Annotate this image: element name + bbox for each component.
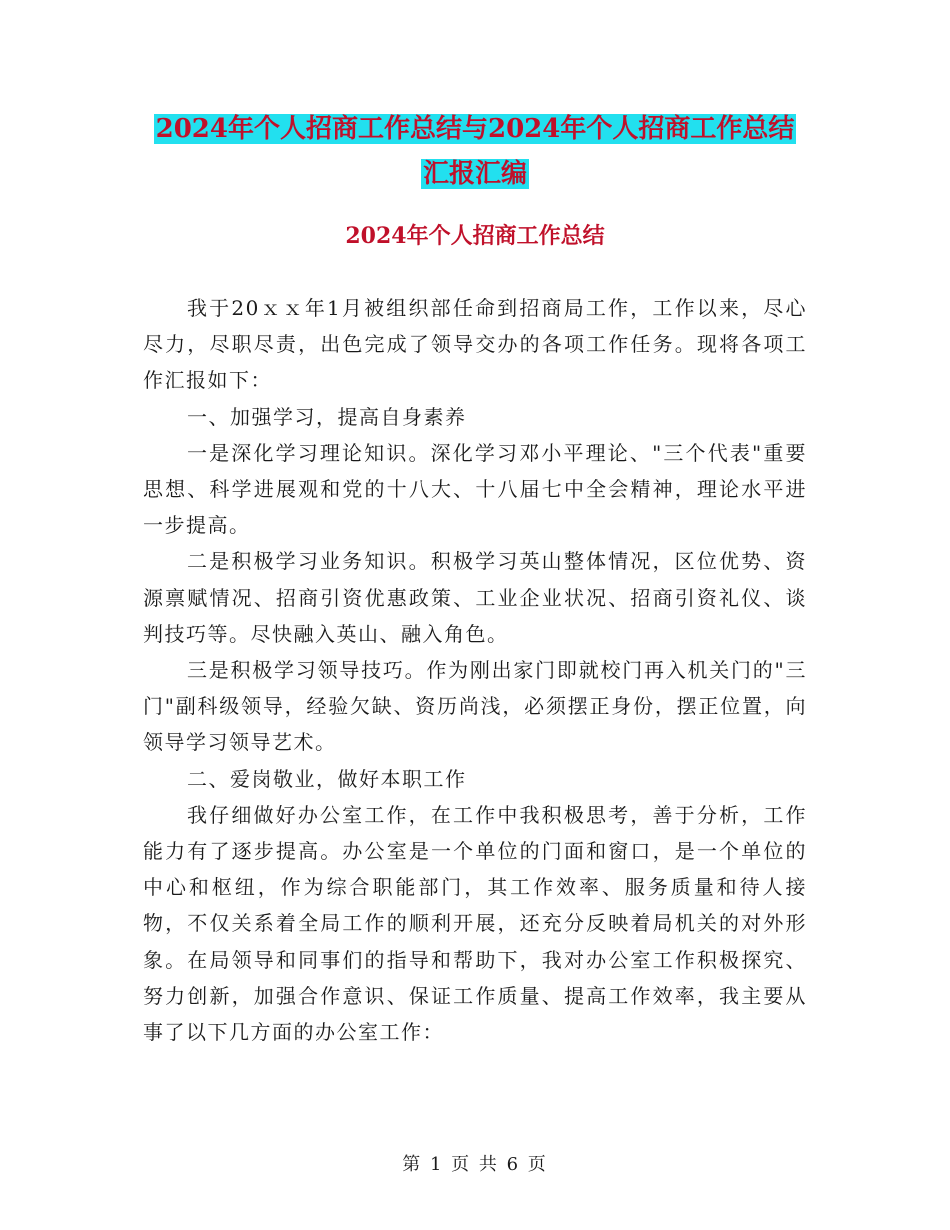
section-title: 2024年个人招商工作总结 [345,223,605,249]
paragraph-business: 二是积极学习业务知识。积极学习英山整体情况，区位优势、资源禀赋情况、招商引资优惠政策、工业企业状况、招商引资礼仪、谈判技巧等。尽快融入英山、融入角色。 [143,549,807,646]
document-title-line-1 [0,108,950,150]
paragraph-intro: 我于20ｘｘ年1月被组织部任命到招商局工作，工作以来，尽心尽力，尽职尽责，出色完成了领导交办的各项工作任务。现将各项工作汇报如下： [143,296,807,393]
paragraph-leadership: 三是积极学习领导技巧。作为刚出家门即就校门再入机关门的"三门"副科级领导，经验欠缺、资历尚浅，必须摆正身份，摆正位置，向领导学习领导艺术。 [143,658,807,755]
document-title-line-2 [0,153,950,195]
heading-dedication: 二、爱岗敬业，做好本职工作 [187,766,467,791]
paragraph-theory: 一是深化学习理论知识。深化学习邓小平理论、"三个代表"重要思想、科学进展观和党的十八大、十八届七中全会精神，理论水平进一步提高。 [143,440,807,538]
paragraph-office-work: 我仔细做好办公室工作，在工作中我积极思考，善于分析，工作能力有了逐步提高。办公室是一个单位的门面和窗口，是一个单位的中心和枢纽，作为综合职能部门，其工作效率、服务质量和待人接物，不仅关系着全局工作的顺利开展，还充分反映着局机关的对外形象。在局领导和同事们的指导和帮助下，我对办公室工作积极探究、努力创新，加强合作意识、保证工作质量、提高工作效率，我主要从事了以下几方面的办公室工作： [143,802,807,1045]
document-body [143,290,807,1050]
page-footer: 第 1 页 共 6 页 [402,1154,548,1175]
title-highlight-1: 2024年个人招商工作总结与2024年个人招商工作总结 [155,114,795,144]
heading-study: 一、加强学习，提高自身素养 [187,404,467,429]
title-highlight-2: 汇报汇编 [422,159,527,189]
